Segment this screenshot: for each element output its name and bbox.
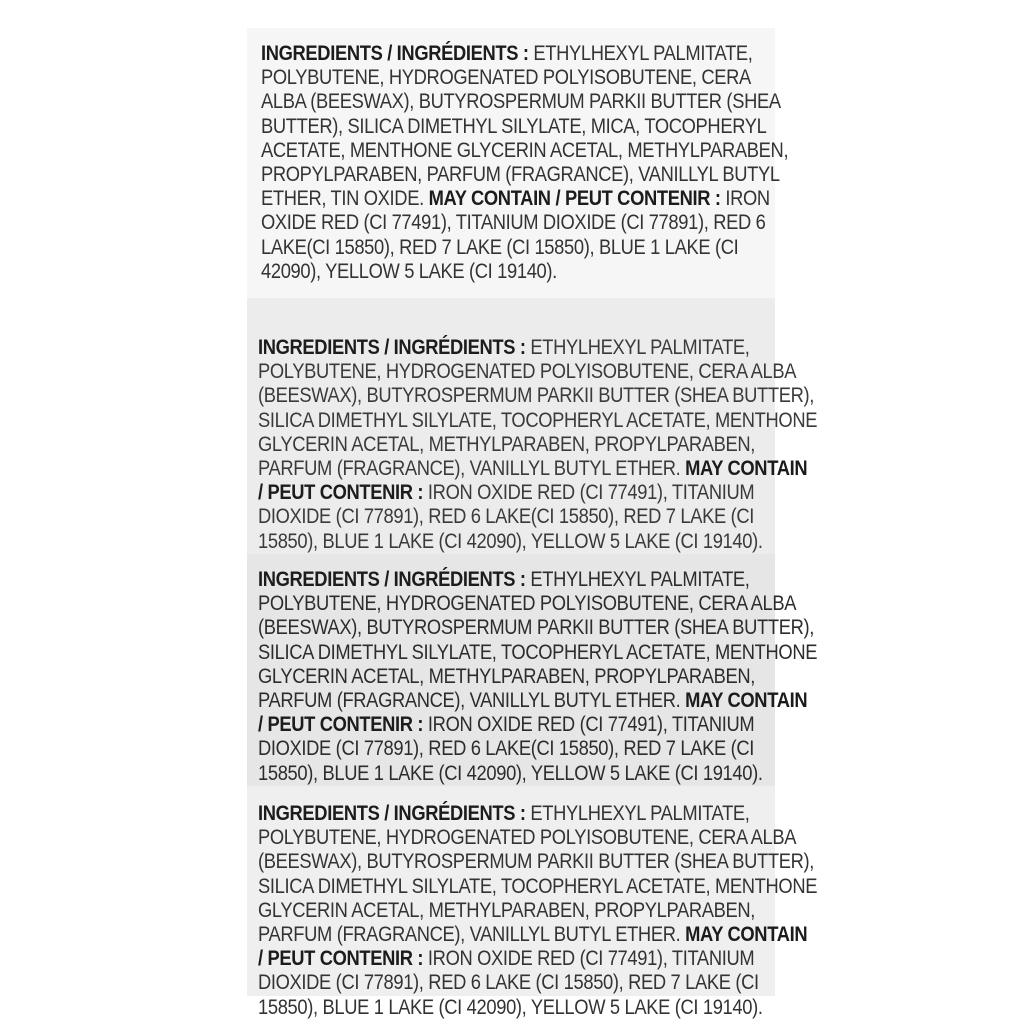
ingredients-line xyxy=(258,899,817,923)
ingredients-line xyxy=(258,384,817,408)
ingredient-list-segment: PARFUM (FRAGRANCE), VANILLYL BUTYL ETHER. xyxy=(258,689,686,713)
ingredients-line xyxy=(258,996,817,1020)
ingredients-line xyxy=(261,236,788,260)
ingredients-line xyxy=(258,762,817,786)
ingredients-line xyxy=(261,139,788,163)
ingredient-list-segment: ACETATE, MENTHONE GLYCERIN ACETAL, METHYLPARABEN, xyxy=(261,138,789,162)
ingredient-list-segment: SILICA DIMETHYL SILYLATE, TOCOPHERYL ACETATE, MENTHONE xyxy=(258,874,818,898)
ingredients-panel-3 xyxy=(247,554,818,786)
ingredients-panel-4 xyxy=(247,786,818,1019)
ingredient-list-segment: ETHYLHEXYL PALMITATE, xyxy=(525,568,750,591)
bold-heading-segment: INGREDIENTS / INGRÉDIENTS : xyxy=(258,336,526,359)
ingredients-panel-2 xyxy=(247,298,818,554)
ingredient-list-segment: IRON OXIDE RED (CI 77491), TITANIUM xyxy=(423,481,755,505)
ingredient-list-segment: (BEESWAX), BUTYROSPERMUM PARKII BUTTER (SHEA BUTTER), xyxy=(258,384,814,408)
ingredient-list-segment: POLYBUTENE, HYDROGENATED POLYISOBUTENE, CERA xyxy=(261,66,751,90)
ingredient-list-segment: 15850), BLUE 1 LAKE (CI 42090), YELLOW 5 LAKE (CI 19140). xyxy=(258,529,763,553)
ingredient-list-segment: PARFUM (FRAGRANCE), VANILLYL BUTYL ETHER. xyxy=(258,457,686,481)
ingredient-list-segment: 15850), BLUE 1 LAKE (CI 42090), YELLOW 5 LAKE (CI 19140). xyxy=(258,995,763,1019)
ingredients-line xyxy=(258,665,817,689)
ingredient-list-segment: POLYBUTENE, HYDROGENATED POLYISOBUTENE, CERA ALBA xyxy=(258,826,797,850)
ingredient-list-segment: 42090), YELLOW 5 LAKE (CI 19140). xyxy=(261,259,557,283)
ingredients-line xyxy=(258,875,817,899)
ingredients-line xyxy=(258,616,817,640)
ingredient-list-segment: 15850), BLUE 1 LAKE (CI 42090), YELLOW 5 LAKE (CI 19140). xyxy=(258,761,763,785)
bold-heading-segment: INGREDIENTS / INGRÉDIENTS : xyxy=(258,568,526,591)
ingredients-line xyxy=(258,505,817,529)
ingredients-text xyxy=(261,42,788,284)
ingredients-line xyxy=(258,713,817,737)
bold-heading-segment: / PEUT CONTENIR : xyxy=(258,713,424,737)
bold-heading-segment: MAY CONTAIN xyxy=(685,689,808,713)
ingredients-line xyxy=(258,592,817,616)
ingredients-line xyxy=(258,971,817,995)
ingredient-list-segment: DIOXIDE (CI 77891), RED 6 LAKE (CI 15850), RED 7 LAKE (CI xyxy=(258,971,759,995)
ingredient-list-segment: ETHYLHEXYL PALMITATE, xyxy=(525,336,750,359)
ingredients-text xyxy=(258,568,817,786)
ingredient-list-segment: ETHYLHEXYL PALMITATE, xyxy=(525,802,750,825)
ingredient-list-segment: ETHYLHEXYL PALMITATE, xyxy=(528,42,753,65)
ingredients-line xyxy=(258,433,817,457)
ingredients-line xyxy=(258,336,817,360)
ingredients-panel-1 xyxy=(247,28,789,298)
ingredients-line xyxy=(258,457,817,481)
ingredient-list-segment: PARFUM (FRAGRANCE), VANILLYL BUTYL ETHER. xyxy=(258,923,686,947)
ingredients-line xyxy=(258,360,817,384)
ingredient-list-segment: IRON OXIDE RED (CI 77491), TITANIUM xyxy=(423,947,755,971)
ingredients-line xyxy=(258,850,817,874)
ingredient-list-segment: (BEESWAX), BUTYROSPERMUM PARKII BUTTER (SHEA BUTTER), xyxy=(258,850,814,874)
ingredients-label-strip xyxy=(247,28,818,1019)
ingredients-line xyxy=(258,568,817,592)
ingredient-list-segment: IRON xyxy=(720,187,770,211)
bold-heading-segment: INGREDIENTS / INGRÉDIENTS : xyxy=(261,42,529,65)
ingredients-line xyxy=(258,641,817,665)
ingredient-list-segment: (BEESWAX), BUTYROSPERMUM PARKII BUTTER (SHEA BUTTER), xyxy=(258,616,814,640)
ingredients-line xyxy=(258,947,817,971)
bold-heading-segment: MAY CONTAIN xyxy=(685,923,808,947)
ingredient-list-segment: GLYCERIN ACETAL, METHYLPARABEN, PROPYLPARABEN, xyxy=(258,898,756,922)
ingredients-line xyxy=(258,737,817,761)
ingredients-line xyxy=(258,689,817,713)
ingredient-list-segment: DIOXIDE (CI 77891), RED 6 LAKE(CI 15850), RED 7 LAKE (CI xyxy=(258,737,755,761)
ingredients-line xyxy=(258,923,817,947)
ingredients-line xyxy=(261,66,788,90)
bold-heading-segment: MAY CONTAIN / PEUT CONTENIR : xyxy=(428,187,721,211)
ingredients-line xyxy=(258,481,817,505)
bold-heading-segment: MAY CONTAIN xyxy=(685,457,808,481)
ingredient-list-segment: DIOXIDE (CI 77891), RED 6 LAKE(CI 15850), RED 7 LAKE (CI xyxy=(258,505,755,529)
ingredients-line xyxy=(258,826,817,850)
ingredient-list-segment: IRON OXIDE RED (CI 77491), TITANIUM xyxy=(423,713,755,737)
ingredient-list-segment: ETHER, TIN OXIDE. xyxy=(261,187,429,211)
ingredient-list-segment: POLYBUTENE, HYDROGENATED POLYISOBUTENE, CERA ALBA xyxy=(258,360,797,384)
ingredient-list-segment: POLYBUTENE, HYDROGENATED POLYISOBUTENE, CERA ALBA xyxy=(258,592,797,616)
bold-heading-segment: / PEUT CONTENIR : xyxy=(258,481,424,505)
ingredients-line xyxy=(261,115,788,139)
ingredient-list-segment: ALBA (BEESWAX), BUTYROSPERMUM PARKII BUTTER (SHEA xyxy=(261,90,781,114)
ingredient-list-segment: SILICA DIMETHYL SILYLATE, TOCOPHERYL ACETATE, MENTHONE xyxy=(258,408,818,432)
bold-heading-segment: / PEUT CONTENIR : xyxy=(258,947,424,971)
ingredients-text xyxy=(258,802,817,1020)
bold-heading-segment: INGREDIENTS / INGRÉDIENTS : xyxy=(258,802,526,825)
ingredient-list-segment: LAKE(CI 15850), RED 7 LAKE (CI 15850), BLUE 1 LAKE (CI xyxy=(261,235,739,259)
ingredient-list-segment: PROPYLPARABEN, PARFUM (FRAGRANCE), VANILLYL BUTYL xyxy=(261,163,780,187)
ingredients-line xyxy=(258,530,817,554)
ingredients-line xyxy=(261,211,788,235)
ingredients-line xyxy=(261,260,788,284)
ingredient-list-segment: BUTTER), SILICA DIMETHYL SILYLATE, MICA, TOCOPHERYL xyxy=(261,114,767,138)
ingredient-list-segment: GLYCERIN ACETAL, METHYLPARABEN, PROPYLPARABEN, xyxy=(258,664,756,688)
ingredients-line xyxy=(261,163,788,187)
ingredients-line xyxy=(258,409,817,433)
ingredients-text xyxy=(258,336,817,554)
ingredients-line xyxy=(261,187,788,211)
ingredients-line xyxy=(261,90,788,114)
ingredient-list-segment: OXIDE RED (CI 77491), TITANIUM DIOXIDE (CI 77891), RED 6 xyxy=(261,211,766,235)
ingredients-line xyxy=(261,42,788,66)
ingredients-line xyxy=(258,802,817,826)
ingredient-list-segment: GLYCERIN ACETAL, METHYLPARABEN, PROPYLPARABEN, xyxy=(258,432,756,456)
ingredient-list-segment: SILICA DIMETHYL SILYLATE, TOCOPHERYL ACETATE, MENTHONE xyxy=(258,640,818,664)
